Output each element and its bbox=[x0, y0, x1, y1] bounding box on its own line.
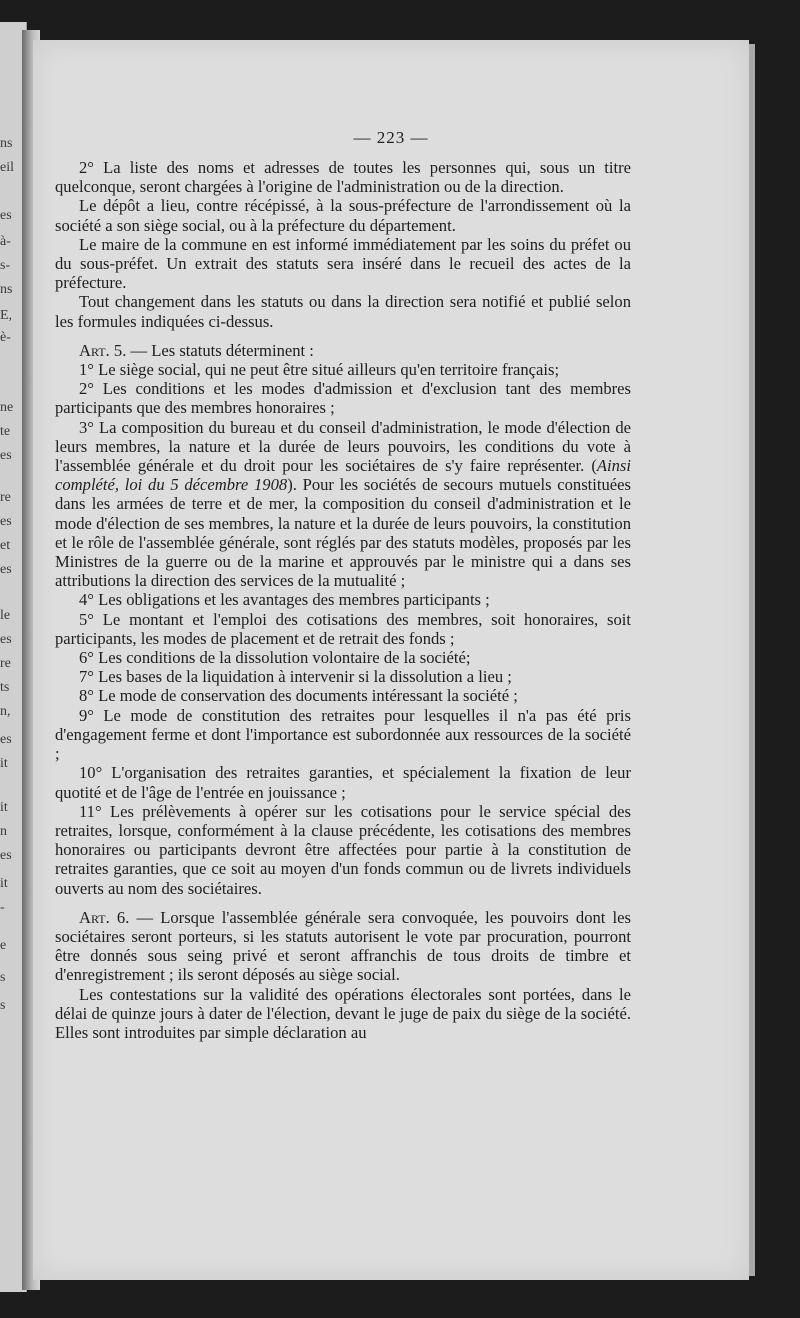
left-page-fragment: re bbox=[0, 490, 11, 505]
left-page-fragment: it bbox=[0, 800, 8, 815]
article-5-item-7: 7° Les bases de la liquidation à intervenir si la dissolution a lieu ; bbox=[79, 667, 512, 687]
article-5-item-3-rest: ). Pour les sociétés de secours mutuels constituées dans les armées de terre et de mer, la composition du conseil d'administration et le mode d'élection de ses membres, la nature et la durée de leurs pouvoirs, la constitution et le rôle de l'assemblée générale, sont réglés par des statuts modèles, proposés par les Ministres de la guerre ou de la marine et approuvés par le ministre qui a dans ses attributions la direction des services de la mutualité ; bbox=[55, 475, 631, 591]
article-5-label: Art. 5. bbox=[79, 340, 127, 360]
left-page-fragment: it bbox=[0, 876, 8, 891]
left-page-fragment: es bbox=[0, 208, 12, 223]
article-5-item-3 bbox=[55, 418, 631, 591]
left-page-fragment: è- bbox=[0, 330, 11, 345]
paragraph-changement: Tout changement dans les statuts ou dans la direction sera notifié et publié selon les formules indiquées ci-dessus. bbox=[55, 292, 631, 331]
article-6-text: — Lorsque l'assemblée générale sera convoquée, les pouvoirs dont les sociétaires seront porteurs, si les statuts autorisent le vote par procuration, pourront être donnés sous seing privé et seront affranchis de tous droits de timbre et d'enregistrement ; ils seront déposés au siège social. bbox=[55, 907, 631, 985]
book-page bbox=[33, 40, 749, 1280]
left-page-fragment: E, bbox=[0, 308, 13, 323]
article-5-item-11: 11° Les prélèvements à opérer sur les cotisations pour le service spécial des retraites, lorsque, conformément à la clause précédente, les cotisations des membres honoraires ou participants devront être affectées pour partie à la constitution de retraites garanties, que ce soit au moyen d'un fonds commun ou de livrets individuels ouverts au nom des sociétaires. bbox=[55, 801, 631, 898]
left-page-fragment: es bbox=[0, 514, 12, 529]
left-page-fragment: n, bbox=[0, 704, 11, 719]
left-page-fragment: e bbox=[0, 938, 7, 953]
paragraph-depot: Le dépôt a lieu, contre récépissé, à la sous-préfecture de l'arrondissement où la société a son siège social, ou à la préfecture du département. bbox=[55, 196, 631, 235]
article-6-paragraph bbox=[55, 908, 631, 985]
article-6-label: Art. 6. bbox=[79, 907, 130, 927]
left-page-fragment: à- bbox=[0, 234, 11, 249]
left-page-fragment: te bbox=[0, 424, 11, 439]
article-5-heading bbox=[55, 341, 631, 360]
left-page-fragment: es bbox=[0, 562, 12, 577]
left-page-fragment: eil bbox=[0, 160, 14, 175]
left-page-fragment: et bbox=[0, 538, 11, 553]
left-page-fragment: le bbox=[0, 608, 11, 623]
left-page-fragment: es bbox=[0, 632, 12, 647]
left-page-fragment: ns bbox=[0, 136, 13, 151]
left-page-fragment: s- bbox=[0, 258, 11, 273]
left-page-fragment: - bbox=[0, 900, 5, 915]
page-text bbox=[55, 158, 631, 1042]
left-page-fragment: ne bbox=[0, 400, 14, 415]
left-page-fragment: ns bbox=[0, 282, 13, 297]
left-page-fragment: s bbox=[0, 970, 6, 985]
paragraph-maire: Le maire de la commune en est informé immédiatement par les soins du préfet ou du sous-préfet. Un extrait des statuts sera inséré dans le recueil des actes de la préfecture. bbox=[55, 234, 631, 293]
page-edge-shadow bbox=[749, 44, 755, 1276]
article-5-item-3-text: 3° La composition du bureau et du conseil d'administration, le mode d'élection de leurs membres, la nature et la durée de leurs pouvoirs, les conditions du vote à l'assemblée générale et du droit pour les sociétaires de s'y faire représenter. ( bbox=[55, 417, 631, 476]
article-5-item-10: 10° L'organisation des retraites garanties, et spécialement la fixation de leur quotité et de l'âge de l'entrée en jouissance ; bbox=[55, 763, 631, 802]
left-page-fragment: es bbox=[0, 448, 12, 463]
left-page-fragment: re bbox=[0, 656, 11, 671]
left-page-fragment: ts bbox=[0, 680, 10, 695]
article-5-item-2: 2° Les conditions et les modes d'admission et d'exclusion tant des membres participants que des membres honoraires ; bbox=[55, 379, 631, 418]
article-5-item-1: 1° Le siège social, qui ne peut être situé ailleurs qu'en territoire français; bbox=[79, 360, 560, 380]
article-5-item-5: 5° Le montant et l'emploi des cotisations des membres, soit honoraires, soit participants, les modes de placement et de retrait des fonds ; bbox=[55, 609, 631, 648]
left-page-fragment: s bbox=[0, 998, 6, 1013]
paragraph-item-2: 2° La liste des noms et adresses de toutes les personnes qui, sous un titre quelconque, seront chargées à l'origine de l'administration ou de la direction. bbox=[55, 158, 631, 197]
left-page-fragment: es bbox=[0, 848, 12, 863]
left-page-fragment: es bbox=[0, 732, 12, 747]
article-5-intro: — Les statuts déterminent : bbox=[126, 340, 314, 360]
article-5-item-9: 9° Le mode de constitution des retraites pour lesquelles il n'a pas été pris d'engagement ferme et dont l'importance est subordonnée aux ressources de la société ; bbox=[55, 705, 631, 764]
article-5-item-8: 8° Le mode de conservation des documents intéressant la société ; bbox=[79, 686, 518, 706]
article-6-paragraph-2: Les contestations sur la validité des opérations électorales sont portées, dans le délai de quinze jours à dater de l'élection, devant le juge de paix du siège de la société. Elles sont introduites par simple déclaration au bbox=[55, 984, 631, 1042]
article-5-item-4: 4° Les obligations et les avantages des membres participants ; bbox=[79, 590, 490, 610]
article-5-item-6: 6° Les conditions de la dissolution volontaire de la société; bbox=[79, 648, 471, 668]
left-page-fragment: n bbox=[0, 824, 7, 839]
article-5-item-3-amendment: Ainsi complété, loi du 5 décembre 1908 bbox=[55, 456, 631, 495]
page-number: — 223 — bbox=[353, 128, 429, 147]
left-page-fragment: it bbox=[0, 756, 8, 771]
